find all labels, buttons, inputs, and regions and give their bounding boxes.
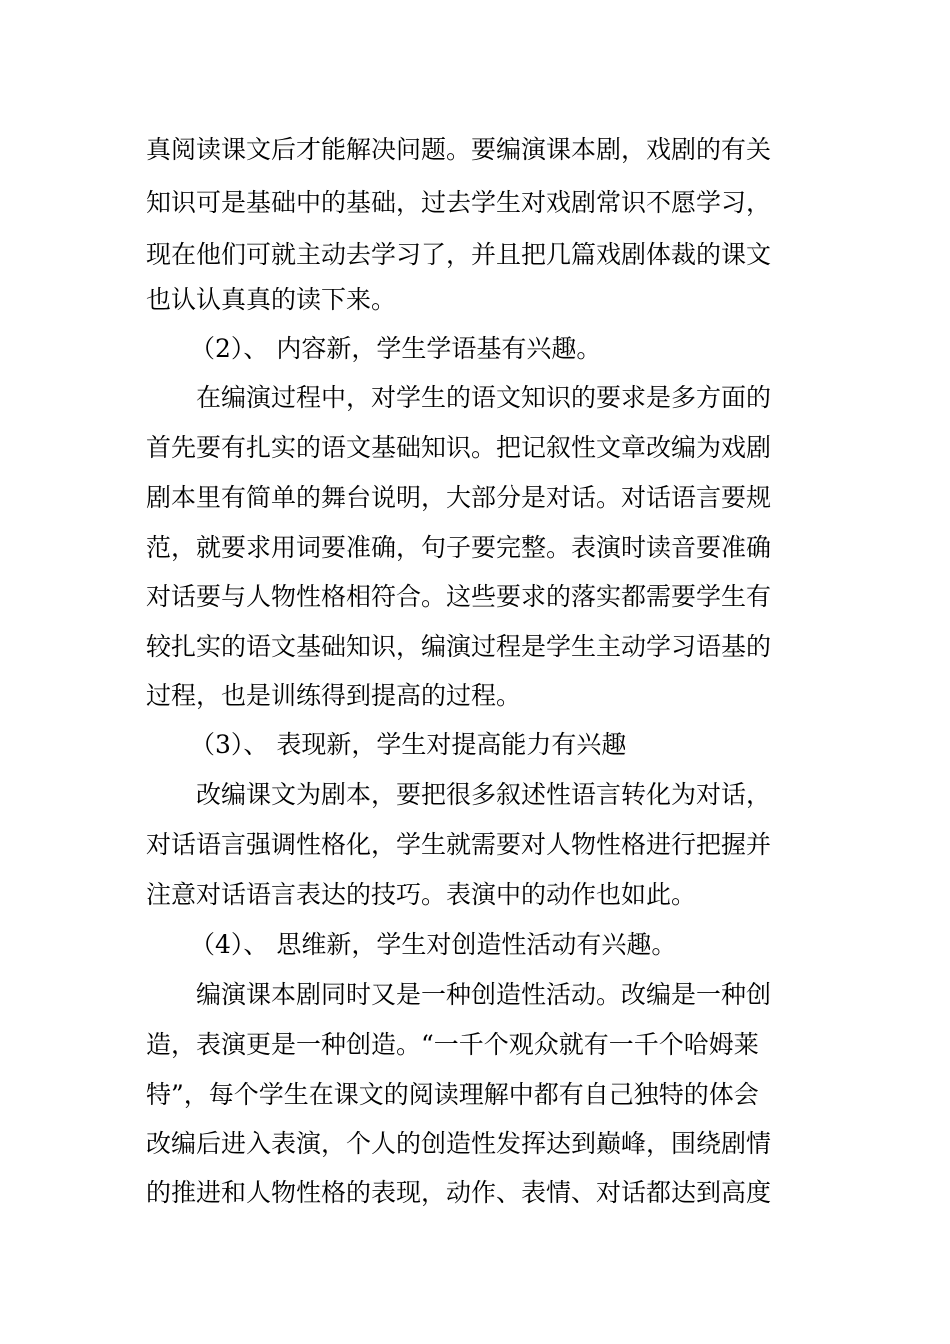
text-line: 现在他们可就主动去学习了，并且把几篇戏剧体裁的课文 (146, 240, 772, 269)
text-line: 造，表演更是一种创造。“一千个观众就有一千个哈姆莱 (146, 1030, 759, 1059)
text-line: 较扎实的语文基础知识，编演过程是学生主动学习语基的 (146, 632, 772, 661)
text-line: 过程，也是训练得到提高的过程。 (146, 681, 522, 710)
text-line: 范，就要求用词要准确，句子要完整。表演时读音要准确 (146, 533, 772, 562)
section-heading: （3）、 表现新，学生对提高能力有兴趣 (190, 730, 627, 759)
text-line: 注意对话语言表达的技巧。表演中的动作也如此。 (146, 880, 697, 909)
section-heading: （2）、 内容新，学生学语基有兴趣。 (190, 334, 602, 363)
text-line: 知识可是基础中的基础，过去学生对戏剧常识不愿学习， (146, 188, 772, 217)
text-line: 对话语言强调性格化，学生就需要对人物性格进行把握并 (146, 830, 772, 859)
text-line: 也认认真真的读下来。 (146, 285, 397, 314)
text-line: 的推进和人物性格的表现，动作、表情、对话都达到高度 (146, 1178, 772, 1207)
text-line: 剧本里有简单的舞台说明，大部分是对话。对话语言要规 (146, 483, 772, 512)
section-heading: （4）、 思维新，学生对创造性活动有兴趣。 (190, 930, 677, 959)
text-line: 真阅读课文后才能解决问题。要编演课本剧，戏剧的有关 (146, 135, 772, 164)
paragraph-first-line: 编演课本剧同时又是一种创造性活动。改编是一种创 (196, 980, 772, 1009)
paragraph-first-line: 在编演过程中，对学生的语文知识的要求是多方面的 (196, 383, 772, 412)
text-line: 首先要有扎实的语文基础知识。把记叙性文章改编为戏剧 (146, 433, 772, 462)
text-line: 对话要与人物性格相符合。这些要求的落实都需要学生有 (146, 582, 772, 611)
text-line: 改编后进入表演，个人的创造性发挥达到巅峰，围绕剧情 (146, 1129, 772, 1158)
text-line: 特”，每个学生在课文的阅读理解中都有自己独特的体会 (146, 1080, 759, 1109)
paragraph-first-line: 改编课文为剧本，要把很多叙述性语言转化为对话， (196, 780, 772, 809)
